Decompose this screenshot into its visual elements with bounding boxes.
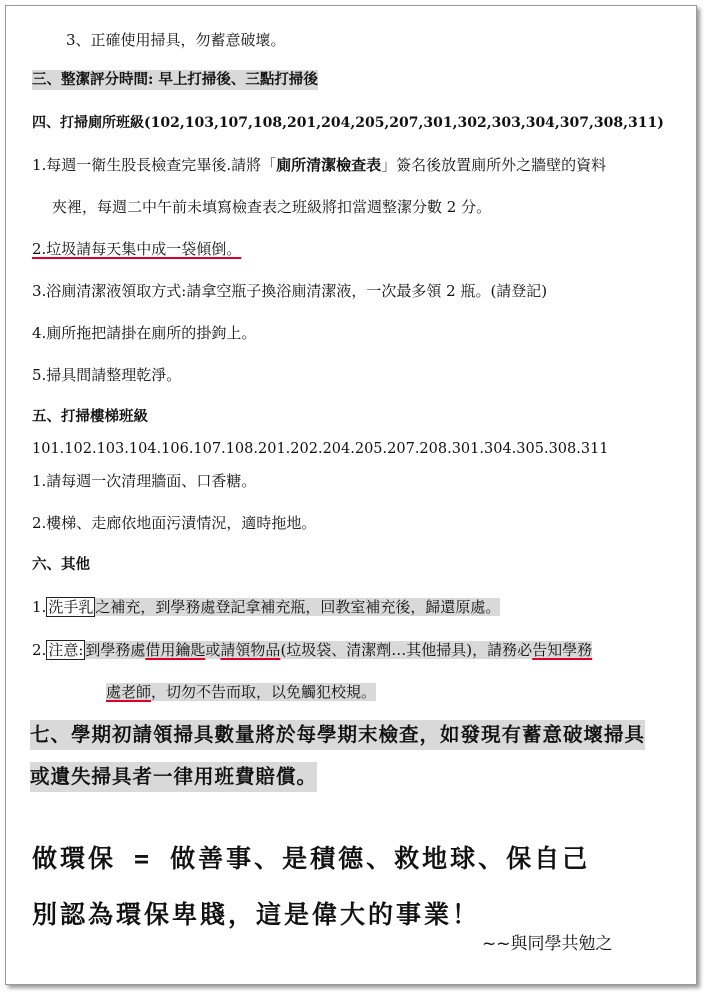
office-teacher: 處老師 <box>106 683 152 701</box>
other-item-2-text-a: 到學務處 <box>85 641 146 659</box>
other-item-2-text-e: (垃圾袋、清潔劑…其他掃具)，請務必 <box>280 641 533 659</box>
other-item-2-text-c: 或 <box>205 641 221 659</box>
hand-soap-box: 洗手乳 <box>48 598 94 616</box>
toilet-item-2: 2.垃圾請每天集中成一袋傾倒。 <box>32 240 242 258</box>
notice-box: 注意: <box>48 641 84 659</box>
section-3-heading: 三、整潔評分時間: 早上打掃後、三點打掃後 <box>32 71 318 88</box>
section-4-heading: 四、打掃廁所班級(102,103,107,108,201,204,205,207,301,302,303,304,307,308,311) <box>32 115 664 131</box>
signature: ~~與同學共勉之 <box>482 934 613 954</box>
document-page <box>5 5 697 985</box>
checklist-name: 廁所清潔檢查表 <box>276 156 382 174</box>
item-1-text-a: 1.每週一衛生股長檢查完畢後.請將「 <box>32 156 277 174</box>
toilet-item-1-line-1 <box>32 155 606 175</box>
section-6-heading: 六、其他 <box>32 556 90 573</box>
inform-office: 告知學務 <box>532 641 593 659</box>
item-1-text-b: 」簽名後放置廁所外之牆壁的資料 <box>381 156 607 174</box>
other-item-1-text: 之補充，到學務處登記拿補充瓶，回教室補充後，歸還原處。 <box>95 598 501 616</box>
other-item-2-line-1 <box>32 640 592 660</box>
other-item-2-text-end: ，切勿不告而取，以免觸犯校規。 <box>151 683 377 701</box>
toilet-item-1-line-2: 夾裡，每週二中午前未填寫檢查表之班級將扣當週整潔分數 2 分。 <box>52 198 492 216</box>
stairs-class-list: 101.102.103.104.106.107.108.201.202.204.205.207.208.301.304.305.308.311 <box>32 441 609 457</box>
other-item-2-number: 2. <box>32 641 47 659</box>
section-7-line-2: 或遺失掃具者一律用班費賠償。 <box>30 762 317 792</box>
toilet-item-5: 5.掃具間請整理乾淨。 <box>32 366 182 384</box>
toilet-item-4: 4.廁所拖把請掛在廁所的掛鉤上。 <box>32 324 257 342</box>
motto-line-1: 做環保 = 做善事、是積德、救地球、保自己 <box>32 844 591 873</box>
stairs-item-1: 1.請每週一次清理牆面、口香糖。 <box>32 472 257 490</box>
motto-line-2: 別認為環保卑賤，這是偉大的事業！ <box>32 900 481 929</box>
section-5-heading: 五、打掃樓梯班級 <box>32 408 148 425</box>
other-item-1-number: 1. <box>32 598 47 616</box>
toilet-item-3: 3.浴廁清潔液領取方式:請拿空瓶子換浴廁清潔液，一次最多領 2 瓶。(請登記) <box>32 282 548 300</box>
other-item-1 <box>32 597 500 617</box>
borrow-keys: 借用鑰匙 <box>145 641 206 659</box>
rule-3: 3、正確使用掃具，勿蓄意破壞。 <box>66 31 286 49</box>
request-items: 請領物品 <box>220 641 281 659</box>
stairs-item-2: 2.樓梯、走廊依地面污漬情況，適時拖地。 <box>32 514 317 532</box>
other-item-2-line-2 <box>106 682 376 702</box>
section-7-line-1: 七、學期初請領掃具數量將於每學期末檢查，如發現有蓄意破壞掃具 <box>30 720 645 750</box>
